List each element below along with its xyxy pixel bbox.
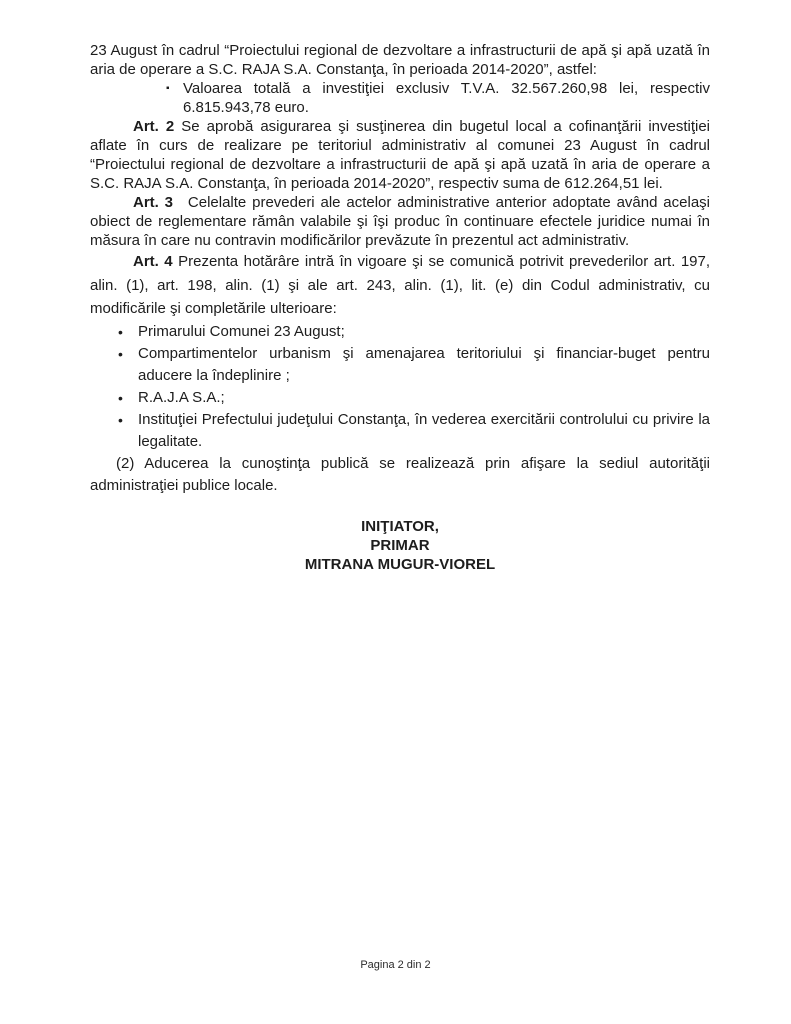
- recipient-list-item: [90, 321, 710, 343]
- investment-list-item: [90, 79, 710, 117]
- page-number: Pagina 2 din 2: [360, 959, 431, 971]
- article-2-paragraph: [90, 117, 710, 193]
- article-3-paragraph: [90, 193, 710, 250]
- document-body: [90, 41, 710, 574]
- signature-block: [90, 517, 710, 574]
- recipient-list-item-text: Compartimentelor urbanism şi amenajarea teritoriului şi financiar-buget pentru aducere la îndeplinire ;: [138, 344, 710, 384]
- round-bullet-icon: •: [118, 389, 123, 406]
- round-bullet-icon: •: [118, 411, 123, 428]
- recipient-list-item-text: Instituţiei Prefectului judeţului Constanţa, în vederea exercitării controlului cu privire la legalitate.: [138, 410, 710, 450]
- recipient-list-item: [90, 343, 710, 387]
- recipient-list-item-text: R.A.J.A S.A.;: [138, 388, 225, 406]
- signature-name-line: MITRANA MUGUR-VIOREL: [304, 555, 496, 573]
- article-3-label: Art. 3: [133, 194, 174, 211]
- investment-list-item-text: Valoarea totală a investiţiei exclusiv T.V.A. 32.567.260,98 lei, respectiv 6.815.943,78 euro.: [183, 80, 710, 116]
- recipient-list-item-text: Primarului Comunei 23 August;: [138, 322, 345, 340]
- signature-title-line: PRIMAR: [370, 536, 430, 554]
- article-4-label: Art. 4: [133, 253, 173, 270]
- article-4-paragraph: [90, 250, 710, 321]
- recipients-list: [90, 321, 710, 453]
- square-bullet-icon: ▪: [166, 83, 170, 94]
- intro-paragraph: 23 August în cadrul “Proiectului regional de dezvoltare a infrastructurii de apă şi apă uzată în aria de operare a S.C. RAJA S.A. Constanţa, în perioada 2014-2020”, astfel:: [90, 42, 710, 78]
- article-3-text: Celelalte prevederi ale actelor administrative anterior adoptate având acelaşi obiect de reglementare rămân valabile şi îşi produc în continuare efectele juridice numai în măsura în care nu contravin modificărilor prevăzute în prezentul act administrativ.: [90, 194, 711, 249]
- article-4-text: Prezenta hotărâre intră în vigoare şi se comunică potrivit prevederilor art. 197, alin. (1), art. 198, alin. (1) şi ale art. 243, alin. (1), lit. (e) din Codul administrativ, cu modificările şi completările ulterioare:: [90, 253, 711, 317]
- round-bullet-icon: •: [118, 323, 123, 340]
- investment-list: [90, 79, 710, 117]
- article-2-text: Se aprobă asigurarea şi susţinerea din bugetul local a cofinanţării investiţiei aflate în curs de realizare pe teritoriul administrativ al comunei 23 August în cadrul “Proiectului regional de dezvoltare a infrastructurii de apă şi apă uzată în aria de operare a S.C. RAJA S.A. Constanţa, în perioada 2014-2020”, respectiv suma de 612.264,51 lei.: [90, 118, 711, 192]
- article-2-label: Art. 2: [133, 118, 175, 135]
- public-notice-paragraph: (2) Aducerea la cunoştinţa publică se realizează prin afişare la sediul autorităţii administraţiei publice locale.: [90, 454, 710, 494]
- recipient-list-item: [90, 387, 710, 409]
- round-bullet-icon: •: [118, 345, 123, 362]
- signature-initiator-line: INIŢIATOR,: [361, 517, 439, 535]
- recipient-list-item: [90, 409, 710, 453]
